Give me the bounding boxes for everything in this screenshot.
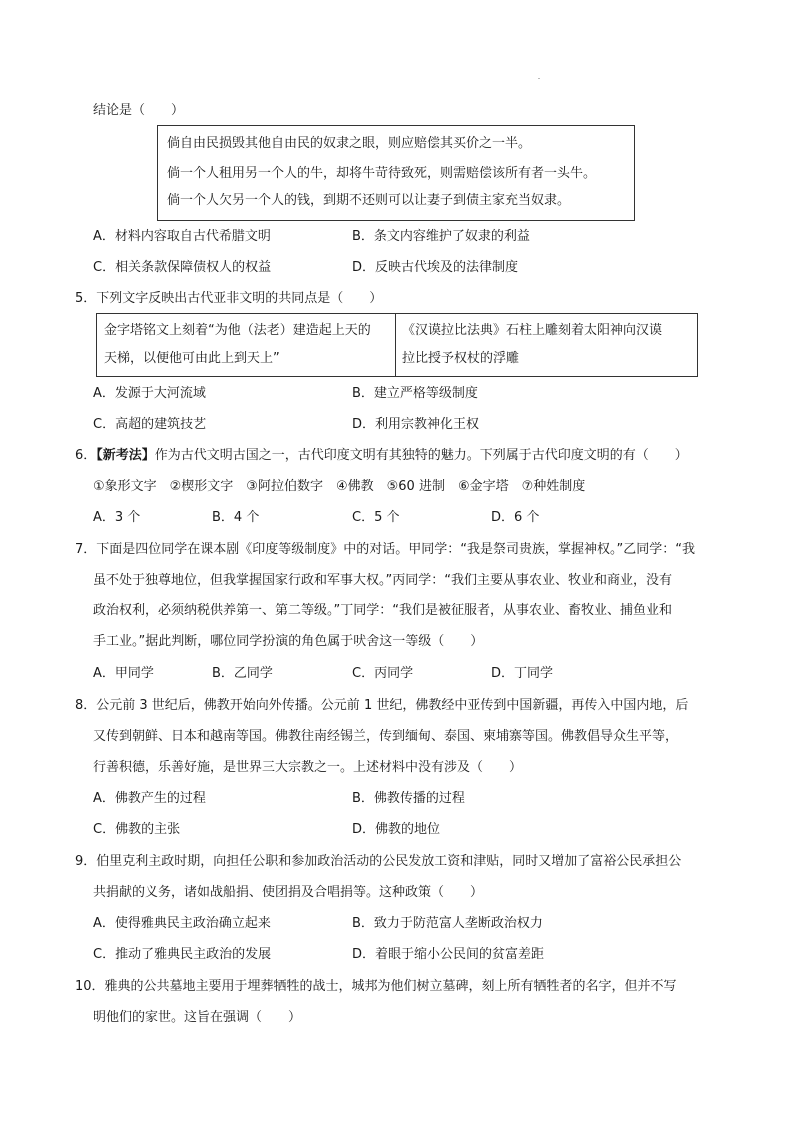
question-8-line-1: 8．公元前 3 世纪后，佛教开始向外传播。公元前 1 世纪，佛教经中亚传到中国新疆，再传入中国内地，后 [75,698,689,713]
q4-option-b: B．条文内容维护了奴隶的利益 [352,229,530,244]
q8-option-d: D．佛教的地位 [352,822,441,837]
q6-option-a: A．3 个 [93,510,141,525]
q6-option-d: D．6 个 [491,510,540,525]
question-7-line-4: 手工业。”据此判断，哪位同学扮演的角色属于吠舍这一等级（ ） [93,634,484,649]
q9-option-d: D．着眼于缩小公民间的贫富差距 [352,947,545,962]
q8-option-a: A．佛教产生的过程 [93,791,206,806]
table-divider [395,314,396,376]
q7-option-d: D．丁同学 [491,666,554,681]
q8-option-b: B．佛教传播的过程 [352,791,465,806]
q5-right-line-2: 拉比授予权杖的浮雕 [402,351,520,366]
q5-right-line-1: 《汉谟拉比法典》石柱上雕刻着太阳神向汉谟 [402,323,663,338]
scan-speck [538,78,540,79]
material-line-2: 倘一个人租用另一个人的牛，却将牛苛待致死，则需赔偿该所有者一头牛。 [167,166,597,181]
q4-option-a: A．材料内容取自古代希腊文明 [93,229,271,244]
new-exam-tag: 【新考法】 [96,448,155,463]
question-10-line-2: 明他们的家世。这旨在强调（ ） [93,1010,302,1025]
q6-option-c: C．5 个 [352,510,400,525]
question-6-number: 6． [75,448,97,463]
q7-option-a: A．甲同学 [93,666,154,681]
q9-option-b: B．致力于防范富人垄断政治权力 [352,916,543,931]
q4-option-c: C．相关条款保障债权人的权益 [93,260,272,275]
q9-option-a: A．使得雅典民主政治确立起来 [93,916,271,931]
question-6-items: ①象形文字 ②楔形文字 ③阿拉伯数字 ④佛教 ⑤60 进制 ⑥金字塔 ⑦种姓制度 [93,479,586,494]
q7-option-c: C．丙同学 [352,666,414,681]
question-6-stem [75,448,688,464]
q5-left-line-1: 金字塔铭文上刻着“为他（法老）建造起上天的 [104,323,371,338]
question-5-material-table [96,313,698,377]
question-6-text: 作为古代文明古国之一，古代印度文明有其独特的魅力。下列属于古代印度文明的有（ ） [154,448,688,463]
question-9-line-1: 9．伯里克利主政时期，向担任公职和参加政治活动的公民发放工资和津贴，同时又增加了富裕公民承担公 [75,854,682,869]
question-8-line-2: 又传到朝鲜、日本和越南等国。佛教往南经锡兰，传到缅甸、泰国、柬埔寨等国。佛教倡导众生平等， [93,729,679,744]
q5-option-d: D．利用宗教神化王权 [352,417,480,432]
material-line-1: 倘自由民损毁其他自由民的奴隶之眼，则应赔偿其买价之一半。 [167,136,532,151]
question-9-line-2: 共捐献的义务，诸如战船捐、使团捐及合唱捐等。这种政策（ ） [93,885,484,900]
q4-option-d: D．反映古代埃及的法律制度 [352,260,519,275]
question-7-line-3: 政治权利，必须纳税供养第一、第二等级。”丁同学：“我们是被征服者，从事农业、畜牧业、捕鱼业和 [93,603,672,618]
question-4-material-box [157,125,635,221]
q6-option-b: B．4 个 [212,510,260,525]
q5-left-line-2: 天梯，以便他可由此上到天上” [104,351,280,366]
q5-option-b: B．建立严格等级制度 [352,386,478,401]
question-7-line-1: 7．下面是四位同学在课本剧《印度等级制度》中的对话。甲同学：“我是祭司贵族，掌握神权。”乙同学：“我 [75,542,695,557]
q9-option-c: C．推动了雅典民主政治的发展 [93,947,272,962]
q5-option-c: C．高超的建筑技艺 [93,417,207,432]
q5-option-a: A．发源于大河流域 [93,386,206,401]
q7-option-b: B．乙同学 [212,666,273,681]
question-7-line-2: 虽不处于独尊地位，但我掌握国家行政和军事大权。”丙同学：“我们主要从事农业、牧业和商业，没有 [93,573,672,588]
question-8-line-3: 行善积德，乐善好施，是世界三大宗教之一。上述材料中没有涉及（ ） [93,760,523,775]
question-10-line-1: 10．雅典的公共墓地主要用于埋葬牺牲的战士，城邦为他们树立墓碑，刻上所有牺牲者的名字，但并不写 [75,979,677,994]
material-line-3: 倘一个人欠另一个人的钱，到期不还则可以让妻子到债主家充当奴隶。 [167,193,571,208]
question-4-conclusion: 结论是（ ） [93,103,185,118]
q8-option-c: C．佛教的主张 [93,822,181,837]
question-5-stem: 5．下列文字反映出古代亚非文明的共同点是（ ） [75,291,383,306]
